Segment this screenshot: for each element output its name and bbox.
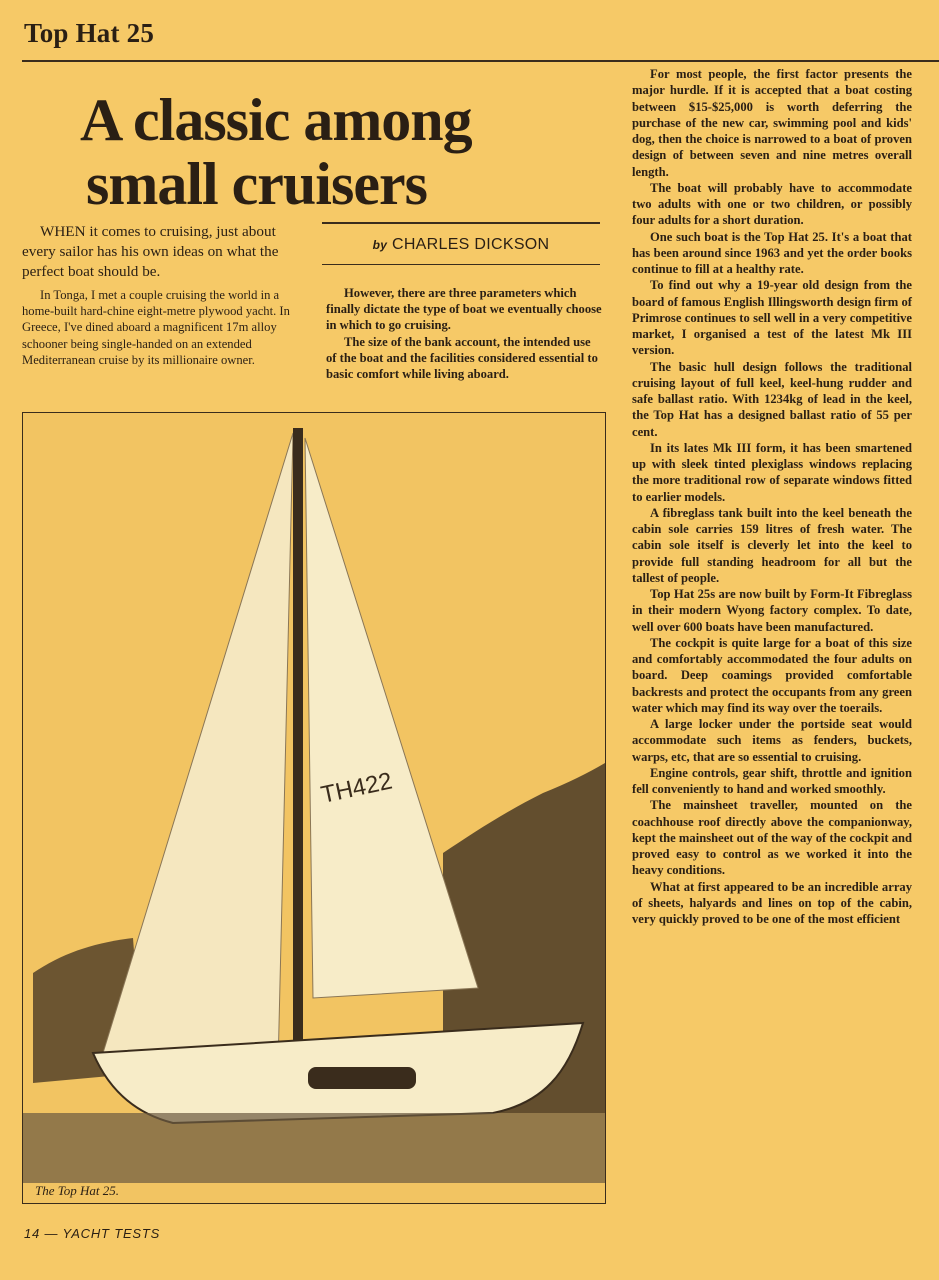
paragraph: However, there are three parameters which finally dictate the type of boat we eventually choose in which to go cruising. (326, 286, 602, 333)
text-column-2 (326, 285, 602, 382)
paragraph: In Tonga, I met a couple cruising the world in a home-built hard-chine eight-metre plywood yacht. In Greece, I've dined aboard a magnificent 17m alloy schooner being single-handed on an extended Mediterranean cruise by its millionaire owner. (22, 288, 290, 367)
headline-line-1: A classic among (80, 87, 472, 153)
paragraph: The cockpit is quite large for a boat of this size and comfortably accommodated the four adults on board. Deep coamings provided comfortable backrests and protect the occupants from any green water which may find its way over the toerails. (632, 635, 912, 715)
sail-number: TH422 (318, 767, 395, 809)
paragraph: A fibreglass tank built into the keel beneath the cabin sole carries 159 litres of fresh water. The cabin sole itself is cleverly let into the keel to provide full standing headroom for all but the tallest of people. (632, 505, 912, 585)
headline (80, 88, 580, 216)
paragraph: To find out why a 19-year old design from the board of famous English Illingsworth design firm of Primrose continues to sell well in a very competitive market, I organised a test of the latest Mk III version. (632, 278, 912, 358)
paragraph: Top Hat 25s are now built by Form-It Fibreglass in their modern Wyong factory complex. To date, well over 600 boats have been manufactured. (632, 587, 912, 634)
header-rule (22, 60, 939, 62)
paragraph: One such boat is the Top Hat 25. It's a boat that has been around since 1963 and yet the order books continue to fill at a healthy rate. (632, 229, 912, 276)
photo-caption: The Top Hat 25. (35, 1183, 120, 1198)
paragraph: The basic hull design follows the traditional cruising layout of full keel, keel-hung rudder and safe ballast ratio. With 1234kg of lead in the keel, the Top Hat has a designed ballast ratio of 55 per cent. (632, 359, 912, 439)
byline-by: by (372, 237, 388, 252)
cabin-window (308, 1067, 416, 1089)
paragraph: The mainsheet traveller, mounted on the coachhouse roof directly above the companionway, kept the mainsheet out of the way of the cockpit and proved easy to control as we worked it into the heavy conditions. (632, 798, 912, 878)
paragraph: The size of the bank account, the intended use of the boat and the facilities considered essential to basic comfort while living aboard. (326, 334, 598, 382)
page-footer: 14 — YACHT TESTS (24, 1226, 161, 1241)
paragraph: A large locker under the portside seat would accommodate such items as fenders, buckets, warps, etc, that are so essential to cruising. (632, 717, 912, 764)
paragraph: In its lates Mk III form, it has been smartened up with sleek tinted plexiglass windows replacing the more traditional row of separate windows fitted to earlier models. (632, 440, 912, 504)
byline (322, 224, 600, 264)
paragraph: Engine controls, gear shift, throttle and ignition fell conveniently to hand and worked smoothly. (632, 765, 912, 796)
sailboat-illustration (23, 413, 605, 1203)
paragraph: What at first appeared to be an incredible array of sheets, halyards and lines on top of the cabin, very quickly proved to be one of the most efficient (632, 879, 912, 926)
paragraph: For most people, the first factor presents the major hurdle. If it is accepted that a boat costing between $15-$25,000 is worth deferring the purchase of the new car, swimming pool and kids' dog, then the choice is narrowed to a boat of proven design of between seven and nine metres overall length. (632, 67, 912, 179)
text-column-3 (632, 66, 912, 927)
paragraph: The boat will probably have to accommodate two adults with one or two children, or possibly four adults for a short duration. (632, 180, 912, 228)
text-column-1 (22, 287, 304, 368)
headline-line-2: small cruisers (86, 151, 427, 217)
water (23, 1113, 605, 1183)
byline-block (322, 222, 600, 265)
mainsail (305, 438, 478, 998)
byline-rule-bottom (322, 264, 600, 266)
byline-author: CHARLES DICKSON (391, 235, 550, 253)
mast (293, 428, 303, 1043)
lead-paragraph: WHEN it comes to cruising, just about every sailor has his own ideas on what the perfect boat should be. (22, 223, 279, 280)
sailboat-photo (22, 412, 606, 1204)
jib-sail (103, 433, 293, 1068)
section-header: Top Hat 25 (24, 18, 155, 48)
